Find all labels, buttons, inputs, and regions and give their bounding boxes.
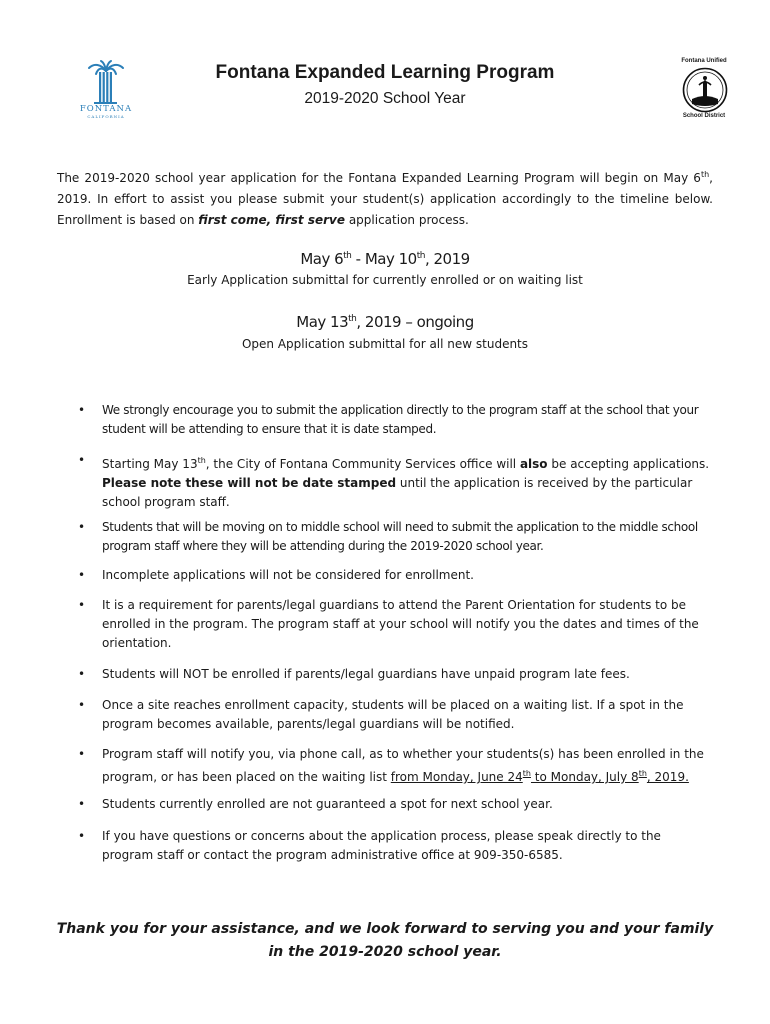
district-logo-bottom-text: School District [682, 113, 726, 119]
intro-text-1: The 2019-2020 school year application for the Fontana Expanded Learning Program will begin on May 6 [57, 171, 701, 185]
bullet-icon: • [78, 520, 86, 534]
school-district-logo [678, 58, 730, 124]
open-period-description: Open Application submittal for all new students [241, 337, 529, 351]
early-period-heading [0, 250, 770, 268]
school-district-seal-icon [682, 67, 728, 113]
city-logo-word: FONTANA [79, 104, 133, 114]
intro-text-2: , 2019. In effort to assist you please submit your student(s) application accordingly to the timeline below. Enrollment is based on [57, 171, 713, 227]
text-underlined: from Monday, June 24 [390, 770, 523, 784]
bullet-icon: • [78, 568, 86, 582]
list-item [78, 518, 714, 556]
list-item [78, 827, 714, 865]
bullet-icon: • [78, 598, 86, 612]
district-logo-top-text: Fontana Unified [681, 58, 727, 64]
list-item-text [102, 451, 714, 512]
early-date-end: - May 10 [351, 250, 417, 268]
list-item-text: Students will NOT be enrolled if parents/legal guardians have unpaid program late fees. [102, 667, 630, 681]
list-item-text: Once a site reaches enrollment capacity, students will be placed on a waiting list. If a spot in the program becomes available, parents/legal guardians will be notified. [102, 698, 684, 731]
intro-emphasis: first come, first serve [198, 213, 346, 227]
list-item [78, 696, 714, 734]
text-bold: also [519, 457, 548, 471]
city-logo-subword: CALIFORNIA [87, 114, 125, 119]
open-period-heading [0, 313, 770, 331]
early-date-start: May 6 [300, 250, 344, 268]
early-date-year: , 2019 [424, 250, 470, 268]
list-item-text: Incomplete applications will not be considered for enrollment. [102, 568, 474, 582]
list-item [78, 795, 714, 814]
bullet-icon: • [78, 453, 86, 467]
text-sup: th [197, 456, 206, 465]
document-header [0, 55, 770, 125]
list-item [78, 665, 714, 684]
closing-line-1: Thank you for your assistance, and we look forward to serving you and your family [56, 921, 714, 937]
open-date-start-sup: th [348, 314, 357, 324]
text-part: Starting May 13 [102, 457, 198, 471]
list-item-text: If you have questions or concerns about the application process, please speak directly to the program staff or contact the program administrative office at 909-350-6585. [102, 829, 661, 862]
list-item [78, 451, 714, 512]
closing-line-2: in the 2019-2020 school year. [268, 944, 502, 960]
early-date-end-sup: th [416, 251, 425, 261]
text-underlined: to Monday, July 8 [530, 770, 639, 784]
page-subtitle: 2019-2020 School Year [304, 90, 466, 107]
text-part: until the application is received by the particular school program staff. [102, 476, 693, 509]
list-item [78, 745, 714, 787]
bullet-icon: • [78, 667, 86, 681]
text-part: Program staff will notify you, via phone call, as to whether your students(s) has been enrolled in the program, or has been placed on the waiting list [102, 747, 704, 784]
intro-sup: th [700, 170, 710, 179]
page-title: Fontana Expanded Learning Program [215, 62, 555, 83]
list-item-text: We strongly encourage you to submit the application directly to the program staff at the school that your student will be attending to ensure that it is date stamped. [102, 403, 699, 436]
bullet-icon: • [78, 698, 86, 712]
bullet-icon: • [78, 829, 86, 843]
bullet-icon: • [78, 797, 86, 811]
bullet-icon: • [78, 403, 86, 417]
open-date-rest: , 2019 – ongoing [356, 313, 474, 331]
text-bold: Please note these will not be date stamped [102, 476, 397, 490]
list-item-text: Students currently enrolled are not guaranteed a spot for next school year. [102, 797, 553, 811]
intro-paragraph [57, 164, 713, 231]
intro-text-3: application process. [345, 213, 469, 227]
text-underlined: , 2019. [646, 770, 689, 784]
list-item-text: It is a requirement for parents/legal guardians to attend the Parent Orientation for students to be enrolled in the program. The program staff at your school will notify you the dates and times of the orientation. [102, 598, 699, 650]
bullet-icon: • [78, 747, 86, 761]
early-period-description: Early Application submittal for currently enrolled or on waiting list [187, 273, 583, 287]
list-item [78, 596, 714, 653]
list-item-text: Students that will be moving on to middle school will need to submit the application to the middle school program staff where they will be attending during the 2019-2020 school year. [102, 520, 698, 553]
text-part: , the City of Fontana Community Services office will [205, 457, 520, 471]
list-item [78, 401, 714, 439]
text-sup: th [638, 769, 647, 778]
early-date-start-sup: th [343, 251, 352, 261]
closing-message [0, 918, 770, 964]
text-sup: th [522, 769, 531, 778]
list-item-text [102, 745, 714, 787]
list-item [78, 566, 714, 585]
open-date-start: May 13 [296, 313, 349, 331]
text-part: be accepting applications. [547, 457, 710, 471]
